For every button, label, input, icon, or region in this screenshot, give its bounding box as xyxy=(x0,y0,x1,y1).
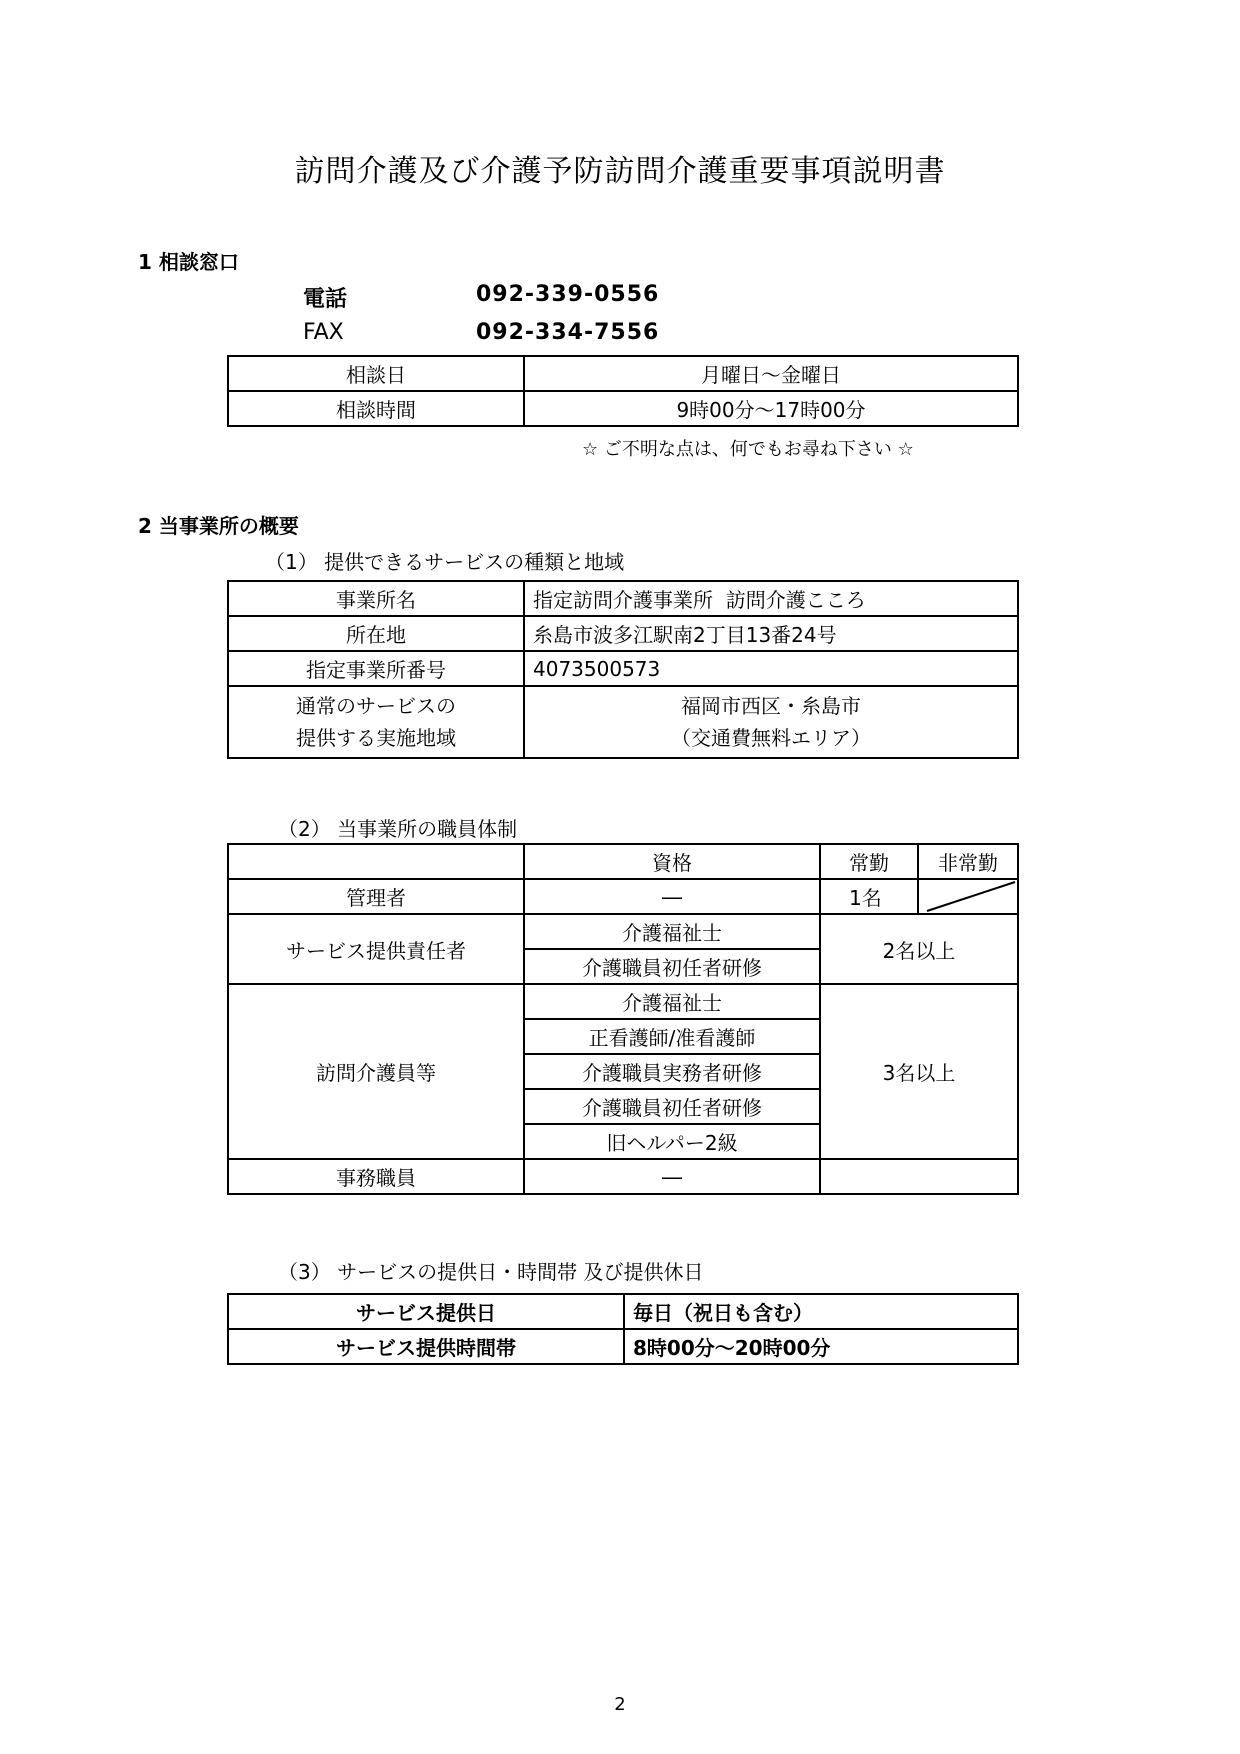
manager-role: 管理者 xyxy=(228,879,524,914)
service-manager-qualification: 介護福祉士 xyxy=(524,914,820,949)
table-row xyxy=(228,844,1018,879)
table-row xyxy=(228,984,1018,1019)
office-number-value: 4073500573 xyxy=(524,651,1018,686)
office-name-value: 指定訪問介護事業所 訪問介護こころ xyxy=(524,581,1018,616)
caregiver-count: 3名以上 xyxy=(820,984,1018,1159)
document-title: 訪問介護及び介護予防訪問介護重要事項説明書 xyxy=(294,154,946,189)
header-blank xyxy=(228,844,524,879)
section-2-heading: 2 当事業所の概要 xyxy=(138,514,299,538)
caregiver-qualification: 介護職員実務者研修 xyxy=(524,1054,820,1089)
service-area-value-line2: （交通費無料エリア） xyxy=(671,726,871,750)
service-manager-count: 2名以上 xyxy=(820,914,1018,984)
caregiver-role: 訪問介護員等 xyxy=(228,984,524,1159)
inquiry-note: ☆ ご不明な点は、何でもお尋ね下さい ☆ xyxy=(582,439,914,460)
subsection-3-heading: （3） サービスの提供日・時間帯 及び提供休日 xyxy=(278,1260,704,1284)
table-row xyxy=(228,686,1018,758)
staff-table xyxy=(227,843,1019,1195)
service-area-value xyxy=(524,686,1018,758)
table-row xyxy=(228,616,1018,651)
caregiver-qualification: 旧ヘルパー2級 xyxy=(524,1124,820,1159)
office-name-label: 事業所名 xyxy=(228,581,524,616)
service-manager-qualification: 介護職員初任者研修 xyxy=(524,949,820,984)
address-value: 糸島市波多江駅南2丁目13番24号 xyxy=(524,616,1018,651)
section-1-heading: 1 相談窓口 xyxy=(138,250,239,274)
office-staff-count xyxy=(820,1159,1018,1194)
office-staff-qualification: ― xyxy=(524,1159,820,1194)
fax-number: 092-334-7556 xyxy=(476,320,660,345)
caregiver-qualification: 介護福祉士 xyxy=(524,984,820,1019)
table-row xyxy=(228,651,1018,686)
consult-time-label: 相談時間 xyxy=(228,391,524,426)
phone-number: 092-339-0556 xyxy=(476,282,660,307)
service-days-label: サービス提供日 xyxy=(228,1294,624,1329)
table-row xyxy=(228,914,1018,949)
phone-label: 電話 xyxy=(303,287,348,312)
header-parttime: 非常勤 xyxy=(918,844,1018,879)
manager-count: 1名 xyxy=(820,879,918,914)
consultation-table xyxy=(227,355,1019,427)
service-hours-label: サービス提供時間帯 xyxy=(228,1329,624,1364)
service-hours-table xyxy=(227,1293,1019,1365)
diagonal-slash-icon xyxy=(919,880,1018,913)
page-number: 2 xyxy=(614,1694,626,1715)
office-number-label: 指定事業所番号 xyxy=(228,651,524,686)
table-row xyxy=(228,1294,1018,1329)
service-manager-role: サービス提供責任者 xyxy=(228,914,524,984)
caregiver-qualification: 正看護師/准看護師 xyxy=(524,1019,820,1054)
table-row xyxy=(228,356,1018,391)
diagonal-slash-cell xyxy=(918,879,1018,914)
table-row xyxy=(228,391,1018,426)
caregiver-qualification: 介護職員初任者研修 xyxy=(524,1089,820,1124)
service-area-label-line1: 通常のサービスの xyxy=(296,694,456,718)
consult-time-value: 9時00分～17時00分 xyxy=(524,391,1018,426)
table-row xyxy=(228,879,1018,914)
consult-day-value: 月曜日～金曜日 xyxy=(524,356,1018,391)
office-info-table xyxy=(227,580,1019,759)
subsection-1-heading: （1） 提供できるサービスの種類と地域 xyxy=(265,550,625,574)
header-qualification: 資格 xyxy=(524,844,820,879)
subsection-2-heading: （2） 当事業所の職員体制 xyxy=(278,817,518,841)
table-row xyxy=(228,1329,1018,1364)
table-row xyxy=(228,1159,1018,1194)
header-fulltime: 常勤 xyxy=(820,844,918,879)
table-row xyxy=(228,581,1018,616)
service-days-value: 毎日（祝日も含む） xyxy=(624,1294,1018,1329)
fax-label: FAX xyxy=(303,320,344,345)
service-hours-value: 8時00分～20時00分 xyxy=(624,1329,1018,1364)
consult-day-label: 相談日 xyxy=(228,356,524,391)
service-area-value-line1: 福岡市西区・糸島市 xyxy=(681,694,861,718)
service-area-label xyxy=(228,686,524,758)
service-area-label-line2: 提供する実施地域 xyxy=(296,726,456,750)
office-staff-role: 事務職員 xyxy=(228,1159,524,1194)
manager-qualification: ― xyxy=(524,879,820,914)
address-label: 所在地 xyxy=(228,616,524,651)
